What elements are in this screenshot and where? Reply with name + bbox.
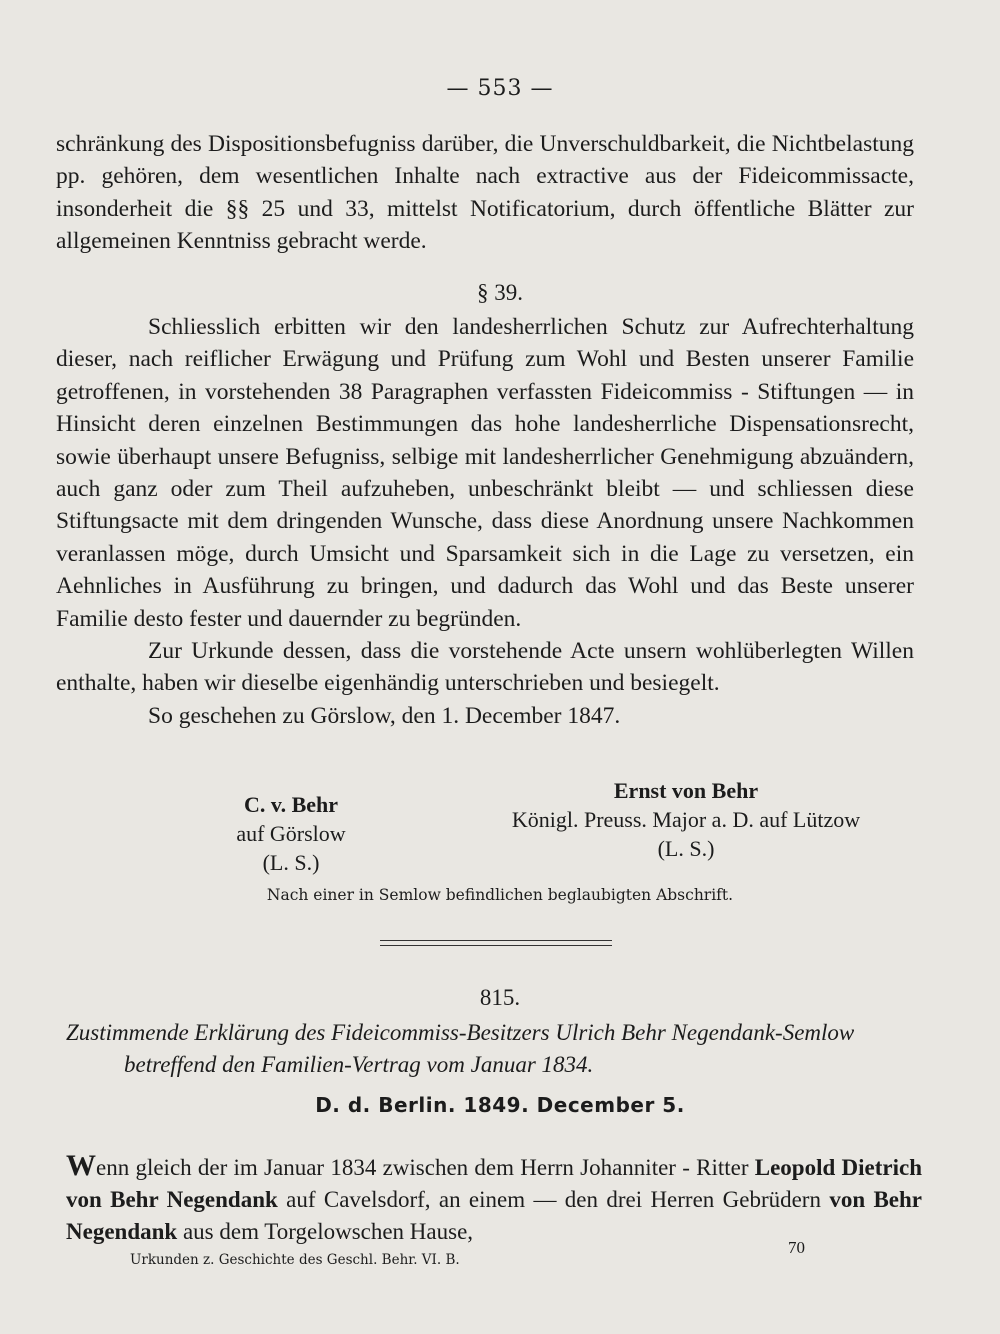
- body-text: auf Cavelsdorf, an einem — den drei Herren Gebrüdern: [277, 1187, 830, 1212]
- text-block-document: [66, 1150, 922, 1248]
- source-note: Nach einer in Semlow befindlichen beglaubigten Abschrift.: [266, 886, 734, 904]
- signatory-seal: (L. S.): [262, 850, 320, 875]
- document-date-line: D. d. Berlin. 1849. December 5.: [315, 1093, 685, 1117]
- page-number: — 553 —: [446, 76, 554, 101]
- document-number: 815.: [479, 985, 521, 1010]
- text-block-section-39: [56, 311, 914, 732]
- bold-name: von Behr Negendank: [66, 1187, 922, 1244]
- drop-cap: W: [66, 1149, 96, 1182]
- paragraph-attestation: Zur Urkunde dessen, dass die vorstehende Acte unsern wohlüberlegten Willen enthalte, haben wir dieselbe eigenhändig unterschrieben und besiegelt.: [56, 638, 914, 697]
- document-title: [66, 1017, 924, 1081]
- signatory-title: Königl. Preuss. Major a. D. auf Lützow: [511, 807, 861, 832]
- document-title-line: Zustimmende Erklärung des Fideicommiss-Besitzers Ulrich Behr Negendank-Semlow: [66, 1020, 855, 1045]
- footer-signature: Urkunden z. Geschichte des Geschl. Behr. VI. B.: [130, 1252, 460, 1268]
- place-date-line: So geschehen zu Görslow, den 1. December 1847.: [148, 702, 621, 729]
- bold-name: Leopold Dietrich von Behr Negendank: [66, 1155, 922, 1212]
- signatory-title: auf Görslow: [236, 821, 346, 846]
- text-block-intro: [56, 128, 914, 258]
- section-heading: § 39.: [477, 280, 523, 305]
- signatory-name: C. v. Behr: [243, 792, 339, 817]
- signatory-name: Ernst von Behr: [613, 778, 759, 803]
- signatures: [56, 776, 914, 876]
- body-text: aus dem Torgelowschen Hause,: [177, 1219, 474, 1244]
- paragraph-section-39: Schliesslich erbitten wir den landesherrlichen Schutz zur Aufrechterhaltung dieser, nach reiflicher Erwägung und Prüfung zum Wohl und Besten unserer Familie getroffenen, in vorstehenden 38 Paragraphen verfassten Fideicommiss - Stiftungen — in Hinsicht deren einzelnen Bestimmungen das hohe landesherrliche Dispensationsrecht, sowie überhaupt unsere Befugniss, selbige mit landesherrlicher Genehmigung abzuändern, auch ganz oder zum Theil aufzuheben, unbeschränkt bleibt — und schliessen diese Stiftungsacte mit dem dringenden Wunsche, dass diese Anordnung unsere Nachkommen veranlassen möge, durch Umsicht und Sparsamkeit sich in die Lage zu versetzen, ein Aehnliches in Ausführung zu bringen, und dadurch das Wohl und das Beste unserer Familie desto fester und dauernder zu begründen.: [56, 314, 914, 632]
- document-title-line: betreffend den Familien-Vertrag vom Januar 1834.: [124, 1052, 594, 1077]
- paragraph-continuation: schränkung des Dispositionsbefugniss darüber, die Unverschuldbarkeit, die Nichtbelastung pp. gehören, dem wesentlichen Inhalte nach extractive aus der Fideicommissacte, insonderheit die §§ 25 und 33, mittelst Notificatorium, durch öffentliche Blätter zur allgemeinen Kenntniss gebracht werde.: [56, 131, 914, 255]
- double-rule-divider: [380, 940, 612, 946]
- paragraph-document-body: [66, 1150, 922, 1248]
- signatory-seal: (L. S.): [657, 836, 715, 861]
- footer-sheet-number: 70: [788, 1238, 805, 1257]
- signatory-right: [476, 776, 896, 863]
- body-text: enn gleich der im Januar 1834 zwischen dem Herrn Johanniter - Ritter: [96, 1155, 755, 1180]
- signatory-left: [206, 790, 376, 877]
